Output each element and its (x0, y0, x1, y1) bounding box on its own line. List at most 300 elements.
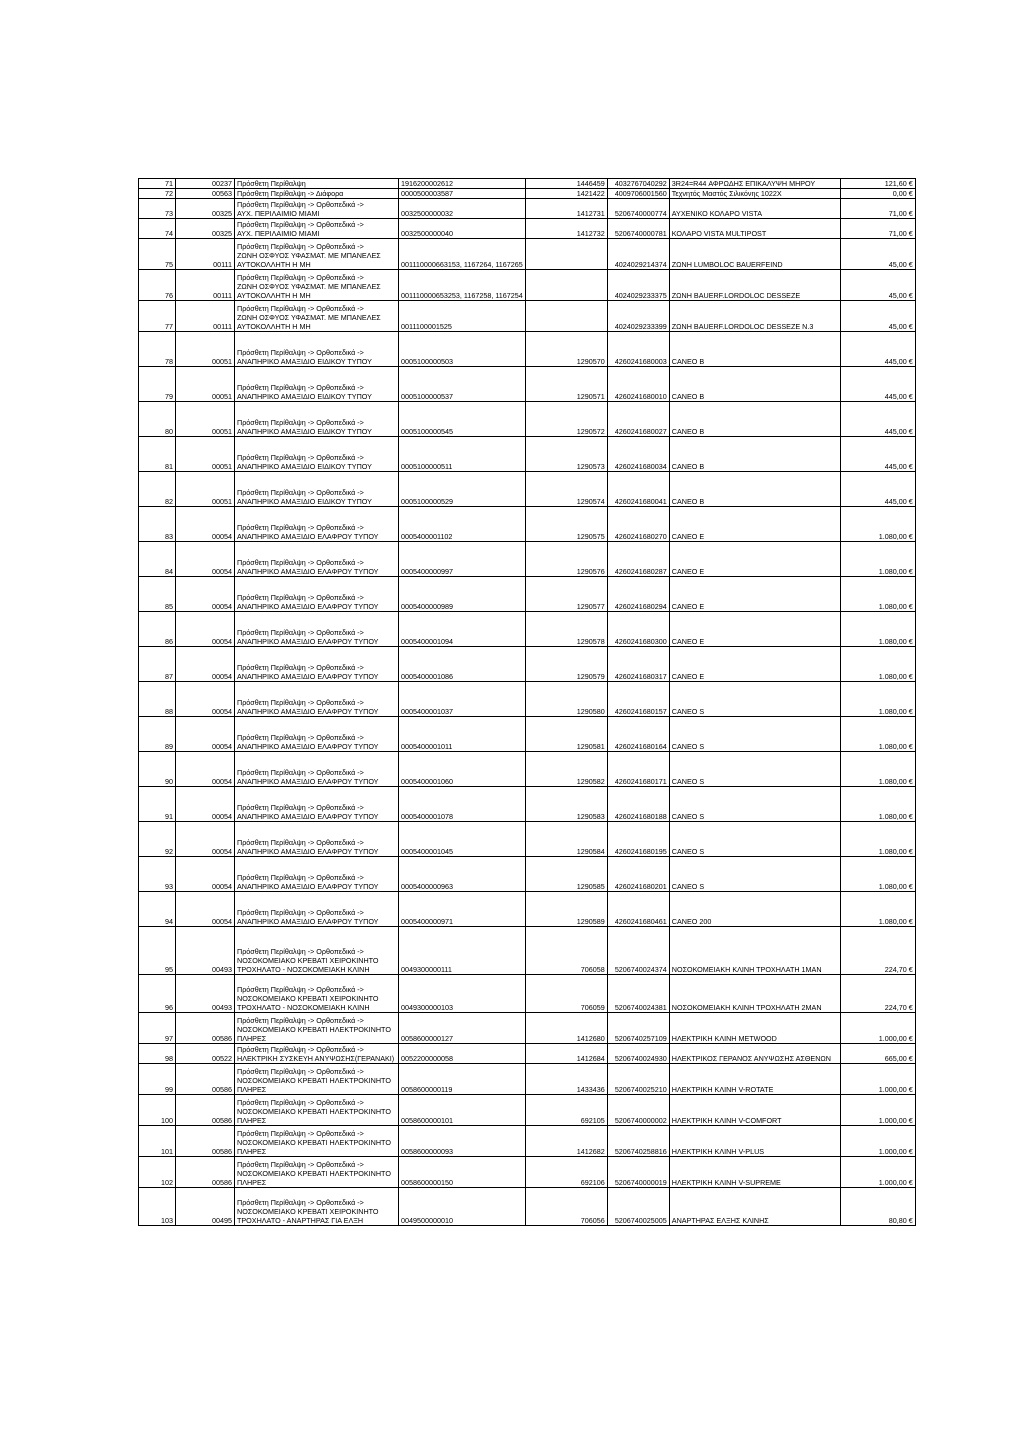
row-number-cell: 82 (139, 472, 176, 507)
category-path-cell (235, 787, 399, 822)
product-description-cell: CANEO B (669, 332, 840, 367)
table-row (139, 472, 916, 507)
product-id-cell: 1290581 (525, 717, 607, 752)
reference-code-cell: 0049300000111 (399, 927, 526, 975)
category-code-cell: 00054 (176, 822, 235, 857)
price-cell: 1.080,00 € (840, 892, 915, 927)
category-path-line: Πρόσθετη Περίθαλψη -> Ορθοπεδικά -> (237, 873, 364, 882)
category-path-cell (235, 1044, 399, 1064)
price-cell: 445,00 € (840, 402, 915, 437)
product-id-cell: 1290578 (525, 612, 607, 647)
barcode-cell: 4260241680164 (607, 717, 669, 752)
row-number-cell: 88 (139, 682, 176, 717)
table-row (139, 437, 916, 472)
product-id-cell: 1412682 (525, 1126, 607, 1157)
category-path-line: ΑΥΤΟΚΟΛΛΗΤΗ Η ΜΗ (237, 291, 311, 300)
reference-code-cell: 0058600000093 (399, 1126, 526, 1157)
table-row (139, 332, 916, 367)
price-cell: 1.080,00 € (840, 612, 915, 647)
price-cell: 1.080,00 € (840, 787, 915, 822)
category-path-cell (235, 1126, 399, 1157)
category-code-cell: 00054 (176, 857, 235, 892)
category-path-line: Πρόσθετη Περίθαλψη -> Ορθοπεδικά -> (237, 200, 364, 209)
category-path-cell (235, 1013, 399, 1044)
barcode-cell: 4260241680041 (607, 472, 669, 507)
category-path-line: Πρόσθετη Περίθαλψη -> Ορθοπεδικά -> (237, 1129, 364, 1138)
category-path-line: Πρόσθετη Περίθαλψη -> Ορθοπεδικά -> (237, 698, 364, 707)
product-description-cell: ΖΩΝΗ BAUERF.LORDOLOC DESSEZE N.3 (669, 301, 840, 332)
product-id-cell (525, 239, 607, 270)
product-id-cell: 1290585 (525, 857, 607, 892)
price-cell: 445,00 € (840, 332, 915, 367)
price-cell: 445,00 € (840, 437, 915, 472)
barcode-cell: 5206740258816 (607, 1126, 669, 1157)
category-path-line: ΑΝΑΠΗΡΙΚΟ ΑΜΑΞΙΔΙΟ ΕΙΔΙΚΟΥ ΤΥΠΟΥ (237, 427, 372, 436)
row-number-cell: 96 (139, 975, 176, 1013)
product-id-cell: 1290580 (525, 682, 607, 717)
category-path-line: Πρόσθετη Περίθαλψη -> Ορθοπεδικά -> (237, 383, 364, 392)
category-code-cell: 00493 (176, 975, 235, 1013)
price-cell: 1.080,00 € (840, 857, 915, 892)
category-path-line: Πρόσθετη Περίθαλψη -> Ορθοπεδικά -> (237, 348, 364, 357)
product-description-cell: ΚΟΛΑΡΟ VISTA MULTIPOST (669, 219, 840, 239)
row-number-cell: 84 (139, 542, 176, 577)
product-id-cell: 1433436 (525, 1064, 607, 1095)
reference-code-cell: 001110000653253, 1167258, 1167254 (399, 270, 526, 301)
price-cell: 665,00 € (840, 1044, 915, 1064)
category-path-line: Πρόσθετη Περίθαλψη -> Ορθοπεδικά -> (237, 593, 364, 602)
price-cell: 1.080,00 € (840, 542, 915, 577)
price-cell: 0,00 € (840, 189, 915, 199)
table-row (139, 752, 916, 787)
barcode-cell: 4260241680300 (607, 612, 669, 647)
row-number-cell: 98 (139, 1044, 176, 1064)
category-code-cell: 00495 (176, 1188, 235, 1226)
category-path-line: ΑΝΑΠΗΡΙΚΟ ΑΜΑΞΙΔΙΟ ΕΛΑΦΡΟΥ ΤΥΠΟΥ (237, 602, 379, 611)
category-path-line: Πρόσθετη Περίθαλψη -> Ορθοπεδικά -> (237, 273, 364, 282)
category-path-line: Πρόσθετη Περίθαλψη -> Ορθοπεδικά -> (237, 1098, 364, 1107)
category-path-cell (235, 927, 399, 975)
row-number-cell: 95 (139, 927, 176, 975)
product-id-cell: 692105 (525, 1095, 607, 1126)
category-path-cell (235, 647, 399, 682)
category-path-line: ΑΝΑΠΗΡΙΚΟ ΑΜΑΞΙΔΙΟ ΕΛΑΦΡΟΥ ΤΥΠΟΥ (237, 532, 379, 541)
category-code-cell: 00054 (176, 752, 235, 787)
price-cell: 1.000,00 € (840, 1095, 915, 1126)
category-path-line: ΠΛΗΡΕΣ (237, 1178, 267, 1187)
price-cell: 1.080,00 € (840, 577, 915, 612)
category-path-cell (235, 822, 399, 857)
category-code-cell: 00586 (176, 1095, 235, 1126)
category-path-line: ΑΝΑΠΗΡΙΚΟ ΑΜΑΞΙΔΙΟ ΕΛΑΦΡΟΥ ΤΥΠΟΥ (237, 777, 379, 786)
product-description-cell: ΗΛΕΚΤΡΙΚΗ ΚΛΙΝΗ V-SUPREME (669, 1157, 840, 1188)
category-path-line: ΑΝΑΠΗΡΙΚΟ ΑΜΑΞΙΔΙΟ ΕΙΔΙΚΟΥ ΤΥΠΟΥ (237, 462, 372, 471)
row-number-cell: 75 (139, 239, 176, 270)
category-path-line: Πρόσθετη Περίθαλψη -> Ορθοπεδικά -> (237, 628, 364, 637)
reference-code-cell: 0058600000101 (399, 1095, 526, 1126)
category-path-line: ΝΟΣΟΚΟΜΕΙΑΚΟ ΚΡΕΒΑΤΙ ΗΛΕΚΤΡΟΚΙΝΗΤΟ (237, 1107, 391, 1116)
price-cell: 71,00 € (840, 219, 915, 239)
category-path-line: Πρόσθετη Περίθαλψη -> Ορθοπεδικά -> (237, 1045, 364, 1054)
price-cell: 1.080,00 € (840, 752, 915, 787)
reference-code-cell: 0005100000511 (399, 437, 526, 472)
row-number-cell: 79 (139, 367, 176, 402)
barcode-cell: 4260241680270 (607, 507, 669, 542)
table-row (139, 402, 916, 437)
category-path-line: ΑΥΧ. ΠΕΡΙΛΑΙΜΙΟ MIAMI (237, 209, 320, 218)
product-id-cell: 1290583 (525, 787, 607, 822)
category-path-line: ΑΝΑΠΗΡΙΚΟ ΑΜΑΞΙΔΙΟ ΕΛΑΦΡΟΥ ΤΥΠΟΥ (237, 742, 379, 751)
category-path-cell (235, 219, 399, 239)
category-path-line: ΝΟΣΟΚΟΜΕΙΑΚΟ ΚΡΕΒΑΤΙ ΧΕΙΡΟΚΙΝΗΤΟ (237, 994, 379, 1003)
product-id-cell: 706056 (525, 1188, 607, 1226)
barcode-cell: 5206740025005 (607, 1188, 669, 1226)
category-path-line: ΠΛΗΡΕΣ (237, 1085, 267, 1094)
category-code-cell: 00586 (176, 1157, 235, 1188)
reference-code-cell: 0005400001094 (399, 612, 526, 647)
price-cell: 71,00 € (840, 199, 915, 219)
product-id-cell: 1412732 (525, 219, 607, 239)
product-description-cell: CANEO E (669, 647, 840, 682)
table-row (139, 199, 916, 219)
category-code-cell: 00054 (176, 507, 235, 542)
table-row (139, 577, 916, 612)
category-code-cell: 00051 (176, 332, 235, 367)
row-number-cell: 72 (139, 189, 176, 199)
category-path-line: Πρόσθετη Περίθαλψη -> Ορθοπεδικά -> (237, 523, 364, 532)
category-path-line: ΝΟΣΟΚΟΜΕΙΑΚΟ ΚΡΕΒΑΤΙ ΗΛΕΚΤΡΟΚΙΝΗΤΟ (237, 1025, 391, 1034)
product-description-cell: ΗΛΕΚΤΡΙΚΟΣ ΓΕΡΑΝΟΣ ΑΝΥΨΩΣΗΣ ΑΣΘΕΝΩΝ (669, 1044, 840, 1064)
category-code-cell: 00054 (176, 577, 235, 612)
product-description-cell: ΝΟΣΟΚΟΜΕΙΑΚΗ ΚΛΙΝΗ ΤΡΟΧΗΛΑΤΗ 1ΜΑΝ (669, 927, 840, 975)
product-description-cell: CANEO S (669, 717, 840, 752)
product-id-cell: 1290579 (525, 647, 607, 682)
product-id-cell: 1290570 (525, 332, 607, 367)
product-description-cell: ΗΛΕΚΤΡΙΚΗ ΚΛΙΝΗ V-PLUS (669, 1126, 840, 1157)
category-path-line: ΑΝΑΠΗΡΙΚΟ ΑΜΑΞΙΔΙΟ ΕΛΑΦΡΟΥ ΤΥΠΟΥ (237, 567, 379, 576)
product-description-cell: CANEO B (669, 472, 840, 507)
category-code-cell: 00237 (176, 179, 235, 189)
category-path-cell (235, 1095, 399, 1126)
barcode-cell: 4009706001560 (607, 189, 669, 199)
product-table (138, 178, 916, 1226)
product-id-cell: 1412684 (525, 1044, 607, 1064)
barcode-cell: 4260241680003 (607, 332, 669, 367)
table-row (139, 612, 916, 647)
product-id-cell: 706058 (525, 927, 607, 975)
barcode-cell: 4260241680201 (607, 857, 669, 892)
category-path-line: ΑΝΑΠΗΡΙΚΟ ΑΜΑΞΙΔΙΟ ΕΛΑΦΡΟΥ ΤΥΠΟΥ (237, 637, 379, 646)
category-path-line: ΝΟΣΟΚΟΜΕΙΑΚΟ ΚΡΕΒΑΤΙ ΗΛΕΚΤΡΟΚΙΝΗΤΟ (237, 1076, 391, 1085)
category-path-line: ΝΟΣΟΚΟΜΕΙΑΚΟ ΚΡΕΒΑΤΙ ΗΛΕΚΤΡΟΚΙΝΗΤΟ (237, 1138, 391, 1147)
category-code-cell: 00563 (176, 189, 235, 199)
row-number-cell: 76 (139, 270, 176, 301)
price-cell: 224,70 € (840, 975, 915, 1013)
reference-code-cell: 1916200002612 (399, 179, 526, 189)
row-number-cell: 83 (139, 507, 176, 542)
category-code-cell: 00054 (176, 787, 235, 822)
row-number-cell: 90 (139, 752, 176, 787)
product-id-cell: 692106 (525, 1157, 607, 1188)
product-description-cell: ΑΥΧΕΝΙΚΟ ΚΟΛΑΡΟ VISTA (669, 199, 840, 219)
row-number-cell: 102 (139, 1157, 176, 1188)
category-path-line: ΠΛΗΡΕΣ (237, 1034, 267, 1043)
category-path-line: Πρόσθετη Περίθαλψη -> Ορθοπεδικά -> (237, 418, 364, 427)
reference-code-cell: 0005400001060 (399, 752, 526, 787)
barcode-cell: 5206740024374 (607, 927, 669, 975)
category-code-cell: 00051 (176, 402, 235, 437)
barcode-cell: 4024029214374 (607, 239, 669, 270)
category-code-cell: 00111 (176, 301, 235, 332)
table-row (139, 179, 916, 189)
barcode-cell: 4024029233399 (607, 301, 669, 332)
price-cell: 45,00 € (840, 270, 915, 301)
price-cell: 1.080,00 € (840, 507, 915, 542)
product-id-cell: 1446459 (525, 179, 607, 189)
price-cell: 1.000,00 € (840, 1064, 915, 1095)
reference-code-cell: 0005400000963 (399, 857, 526, 892)
category-path-line: ΑΝΑΠΗΡΙΚΟ ΑΜΑΞΙΔΙΟ ΕΛΑΦΡΟΥ ΤΥΠΟΥ (237, 882, 379, 891)
category-code-cell: 00051 (176, 472, 235, 507)
category-path-line: Πρόσθετη Περίθαλψη -> Διάφορα (237, 189, 344, 198)
category-path-cell (235, 717, 399, 752)
row-number-cell: 81 (139, 437, 176, 472)
product-description-cell: CANEO B (669, 402, 840, 437)
category-path-line: ΝΟΣΟΚΟΜΕΙΑΚΟ ΚΡΕΒΑΤΙ ΗΛΕΚΤΡΟΚΙΝΗΤΟ (237, 1169, 391, 1178)
category-code-cell: 00054 (176, 717, 235, 752)
category-path-cell (235, 402, 399, 437)
category-path-line: Πρόσθετη Περίθαλψη -> Ορθοπεδικά -> (237, 768, 364, 777)
category-path-line: Πρόσθετη Περίθαλψη -> Ορθοπεδικά -> (237, 488, 364, 497)
category-path-cell (235, 975, 399, 1013)
category-code-cell: 00054 (176, 682, 235, 717)
product-description-cell: CANEO 200 (669, 892, 840, 927)
barcode-cell: 4024029233375 (607, 270, 669, 301)
category-path-cell (235, 1157, 399, 1188)
table-row (139, 239, 916, 270)
row-number-cell: 77 (139, 301, 176, 332)
category-path-line: ΑΥΧ. ΠΕΡΙΛΑΙΜΙΟ MIAMI (237, 229, 320, 238)
price-cell: 121,60 € (840, 179, 915, 189)
reference-code-cell: 0058600000150 (399, 1157, 526, 1188)
category-path-line: ΑΥΤΟΚΟΛΛΗΤΗ Η ΜΗ (237, 260, 311, 269)
category-path-line: Πρόσθετη Περίθαλψη (237, 179, 306, 188)
category-path-cell (235, 857, 399, 892)
category-path-line: Πρόσθετη Περίθαλψη -> Ορθοπεδικά -> (237, 733, 364, 742)
table-row (139, 507, 916, 542)
table-row (139, 975, 916, 1013)
category-code-cell: 00054 (176, 647, 235, 682)
category-code-cell: 00051 (176, 367, 235, 402)
category-path-line: ΠΛΗΡΕΣ (237, 1147, 267, 1156)
product-description-cell: CANEO S (669, 787, 840, 822)
product-description-cell: CANEO E (669, 612, 840, 647)
reference-code-cell: 0049300000103 (399, 975, 526, 1013)
product-description-cell: CANEO E (669, 507, 840, 542)
category-code-cell: 00054 (176, 542, 235, 577)
category-path-line: Πρόσθετη Περίθαλψη -> Ορθοπεδικά -> (237, 453, 364, 462)
barcode-cell: 5206740000019 (607, 1157, 669, 1188)
row-number-cell: 71 (139, 179, 176, 189)
price-cell: 1.080,00 € (840, 647, 915, 682)
category-path-cell (235, 612, 399, 647)
category-path-cell (235, 472, 399, 507)
product-id-cell: 1290574 (525, 472, 607, 507)
category-path-line: ΑΝΑΠΗΡΙΚΟ ΑΜΑΞΙΔΙΟ ΕΛΑΦΡΟΥ ΤΥΠΟΥ (237, 707, 379, 716)
price-cell: 1.000,00 € (840, 1013, 915, 1044)
category-path-line: Πρόσθετη Περίθαλψη -> Ορθοπεδικά -> (237, 947, 364, 956)
category-path-line: ΑΝΑΠΗΡΙΚΟ ΑΜΑΞΙΔΙΟ ΕΛΑΦΡΟΥ ΤΥΠΟΥ (237, 672, 379, 681)
price-cell: 445,00 € (840, 367, 915, 402)
reference-code-cell: 0005400001037 (399, 682, 526, 717)
product-id-cell: 1290582 (525, 752, 607, 787)
table-row (139, 1126, 916, 1157)
category-path-line: ΖΩΝΗ ΟΣΦΥΟΣ ΥΦΑΣΜΑΤ. ΜΕ ΜΠΑΝΕΛΕΣ (237, 251, 381, 260)
row-number-cell: 85 (139, 577, 176, 612)
category-path-cell (235, 199, 399, 219)
table-row (139, 367, 916, 402)
barcode-cell: 4260241680461 (607, 892, 669, 927)
reference-code-cell: 0011100001525 (399, 301, 526, 332)
table-row (139, 1013, 916, 1044)
category-path-line: ΑΝΑΠΗΡΙΚΟ ΑΜΑΞΙΔΙΟ ΕΙΔΙΚΟΥ ΤΥΠΟΥ (237, 357, 372, 366)
barcode-cell: 5206740025210 (607, 1064, 669, 1095)
table-row (139, 542, 916, 577)
product-id-cell: 1290577 (525, 577, 607, 612)
reference-code-cell: 0005400000997 (399, 542, 526, 577)
product-description-cell: ΗΛΕΚΤΡΙΚΗ ΚΛΙΝΗ METWOOD (669, 1013, 840, 1044)
product-description-cell: CANEO B (669, 437, 840, 472)
table-row (139, 1064, 916, 1095)
product-id-cell: 1290575 (525, 507, 607, 542)
barcode-cell: 5206740024381 (607, 975, 669, 1013)
table-row (139, 927, 916, 975)
reference-code-cell: 0052200000058 (399, 1044, 526, 1064)
reference-code-cell: 0005400001078 (399, 787, 526, 822)
reference-code-cell: 0005100000503 (399, 332, 526, 367)
row-number-cell: 99 (139, 1064, 176, 1095)
category-path-line: ΠΛΗΡΕΣ (237, 1116, 267, 1125)
category-path-cell (235, 507, 399, 542)
category-path-line: ΤΡΟΧΗΛΑΤΟ - ΑΝΑΡΤΗΡΑΣ ΓΙΑ ΕΛΞΗ (237, 1216, 364, 1225)
product-id-cell: 1290572 (525, 402, 607, 437)
barcode-cell: 5206740000002 (607, 1095, 669, 1126)
barcode-cell: 4032767040292 (607, 179, 669, 189)
price-cell: 1.080,00 € (840, 717, 915, 752)
table-row (139, 717, 916, 752)
product-id-cell: 1290584 (525, 822, 607, 857)
category-path-cell (235, 542, 399, 577)
category-path-line: ΖΩΝΗ ΟΣΦΥΟΣ ΥΦΑΣΜΑΤ. ΜΕ ΜΠΑΝΕΛΕΣ (237, 313, 381, 322)
price-cell: 1.080,00 € (840, 822, 915, 857)
row-number-cell: 97 (139, 1013, 176, 1044)
category-path-cell (235, 367, 399, 402)
category-code-cell: 00586 (176, 1013, 235, 1044)
category-path-cell (235, 892, 399, 927)
category-code-cell: 00054 (176, 612, 235, 647)
category-code-cell: 00111 (176, 270, 235, 301)
row-number-cell: 101 (139, 1126, 176, 1157)
product-description-cell: ΖΩΝΗ BAUERF.LORDOLOC DESSEZE (669, 270, 840, 301)
row-number-cell: 91 (139, 787, 176, 822)
table-row (139, 822, 916, 857)
barcode-cell: 4260241680157 (607, 682, 669, 717)
price-cell: 1.080,00 € (840, 682, 915, 717)
reference-code-cell: 0005400001011 (399, 717, 526, 752)
price-cell: 80,80 € (840, 1188, 915, 1226)
category-path-line: Πρόσθετη Περίθαλψη -> Ορθοπεδικά -> (237, 220, 364, 229)
product-id-cell: 1290573 (525, 437, 607, 472)
row-number-cell: 93 (139, 857, 176, 892)
table-row (139, 301, 916, 332)
product-description-cell: ΑΝΑΡΤΗΡΑΣ ΕΛΞΗΣ ΚΛΙΝΗΣ (669, 1188, 840, 1226)
product-description-cell: CANEO S (669, 682, 840, 717)
barcode-cell: 4260241680195 (607, 822, 669, 857)
barcode-cell: 4260241680188 (607, 787, 669, 822)
row-number-cell: 100 (139, 1095, 176, 1126)
table-row (139, 1044, 916, 1064)
reference-code-cell: 0000500003587 (399, 189, 526, 199)
barcode-cell: 4260241680010 (607, 367, 669, 402)
reference-code-cell: 001110000663153, 1167264, 1167265 (399, 239, 526, 270)
category-path-line: Πρόσθετη Περίθαλψη -> Ορθοπεδικά -> (237, 558, 364, 567)
category-code-cell: 00493 (176, 927, 235, 975)
table-row (139, 219, 916, 239)
row-number-cell: 103 (139, 1188, 176, 1226)
row-number-cell: 78 (139, 332, 176, 367)
reference-code-cell: 0005400000971 (399, 892, 526, 927)
row-number-cell: 94 (139, 892, 176, 927)
category-path-cell (235, 239, 399, 270)
table-row (139, 1188, 916, 1226)
barcode-cell: 5206740024930 (607, 1044, 669, 1064)
category-path-cell (235, 752, 399, 787)
product-id-cell (525, 301, 607, 332)
reference-code-cell: 0032500000040 (399, 219, 526, 239)
product-id-cell: 1290576 (525, 542, 607, 577)
table-row (139, 647, 916, 682)
row-number-cell: 74 (139, 219, 176, 239)
barcode-cell: 4260241680034 (607, 437, 669, 472)
price-cell: 45,00 € (840, 239, 915, 270)
category-path-cell (235, 179, 399, 189)
barcode-cell: 4260241680287 (607, 542, 669, 577)
reference-code-cell: 0005400001045 (399, 822, 526, 857)
category-path-cell (235, 1188, 399, 1226)
table-row (139, 857, 916, 892)
category-path-line: Πρόσθετη Περίθαλψη -> Ορθοπεδικά -> (237, 1198, 364, 1207)
category-path-cell (235, 1064, 399, 1095)
price-cell: 45,00 € (840, 301, 915, 332)
category-path-line: ΝΟΣΟΚΟΜΕΙΑΚΟ ΚΡΕΒΑΤΙ ΧΕΙΡΟΚΙΝΗΤΟ (237, 956, 379, 965)
reference-code-cell: 0032500000032 (399, 199, 526, 219)
table-row (139, 787, 916, 822)
category-path-line: Πρόσθετη Περίθαλψη -> Ορθοπεδικά -> (237, 838, 364, 847)
table-row (139, 892, 916, 927)
product-id-cell: 1290589 (525, 892, 607, 927)
product-id-cell: 1412680 (525, 1013, 607, 1044)
price-cell: 1.000,00 € (840, 1157, 915, 1188)
product-description-cell: 3R24=R44 ΑΦΡΩΔΗΣ ΕΠΙΚΑΛΥΨΗ ΜΗΡΟΥ (669, 179, 840, 189)
category-path-line: ΑΝΑΠΗΡΙΚΟ ΑΜΑΞΙΔΙΟ ΕΙΔΙΚΟΥ ΤΥΠΟΥ (237, 497, 372, 506)
category-path-cell (235, 270, 399, 301)
category-path-line: ΑΥΤΟΚΟΛΛΗΤΗ Η ΜΗ (237, 322, 311, 331)
product-id-cell: 1421422 (525, 189, 607, 199)
category-path-line: ΑΝΑΠΗΡΙΚΟ ΑΜΑΞΙΔΙΟ ΕΙΔΙΚΟΥ ΤΥΠΟΥ (237, 392, 372, 401)
category-path-cell (235, 682, 399, 717)
barcode-cell: 4260241680027 (607, 402, 669, 437)
category-path-line: Πρόσθετη Περίθαλψη -> Ορθοπεδικά -> (237, 803, 364, 812)
